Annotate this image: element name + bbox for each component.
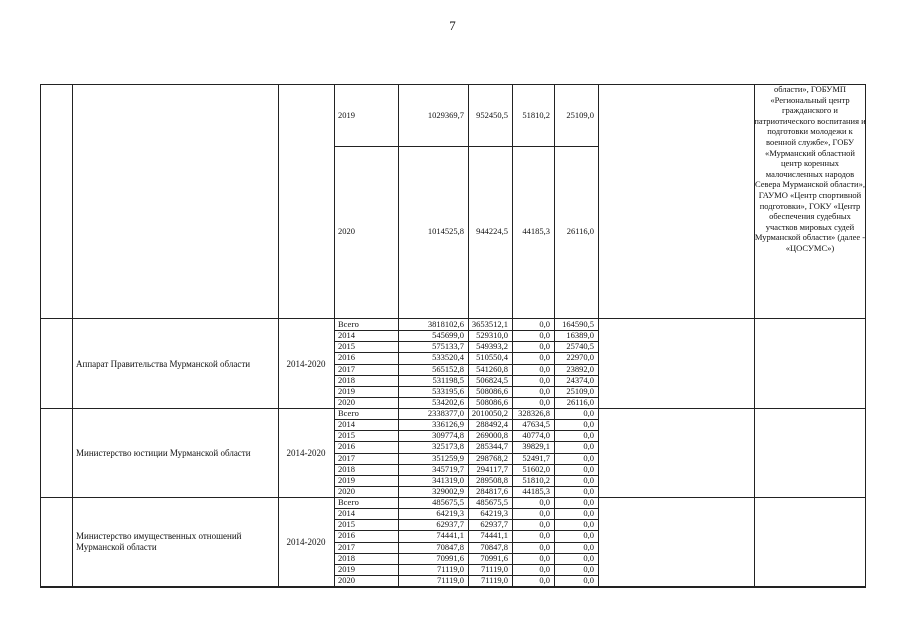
row-total: 351259,9 [432, 452, 464, 463]
row-other: 16389,0 [566, 330, 594, 341]
row-other: 0,0 [583, 452, 594, 463]
page-number: 7 [449, 18, 456, 33]
row-regional: 508086,6 [476, 385, 508, 396]
row-year: 2016 [338, 352, 355, 363]
row-total: 309774,8 [432, 430, 464, 441]
row-federal: 0,0 [539, 574, 550, 585]
row-year: 2016 [338, 530, 355, 541]
row-other: 164590,5 [562, 319, 594, 329]
row-year: 2020 [338, 396, 355, 407]
row-other: 0,0 [583, 530, 594, 541]
row-total: 533195,6 [432, 385, 464, 396]
row-other: 0,0 [583, 574, 594, 585]
budget-table [40, 84, 866, 588]
row-other: 0,0 [583, 563, 594, 574]
row-year: 2020 [338, 485, 355, 496]
row-total: 71119,0 [437, 574, 464, 585]
row-total: 575133,7 [432, 341, 464, 352]
row-regional: 71119,0 [481, 574, 508, 585]
row-total: 64219,3 [436, 508, 464, 519]
row-regional: 70991,6 [480, 552, 508, 563]
row-other: 0,0 [583, 408, 594, 418]
row-regional: 294117,7 [476, 463, 508, 474]
row-regional: 71119,0 [481, 563, 508, 574]
row-total: 2338377,0 [427, 408, 464, 418]
row-year: 2020 [338, 574, 355, 585]
col-line-1 [72, 84, 73, 588]
section-name: Аппарат Правительства Мурманской области [76, 358, 251, 369]
table-bottom-border [40, 587, 866, 588]
col-line-left [40, 84, 41, 588]
top-row-other: 26116,0 [566, 226, 594, 236]
section-divider [40, 586, 866, 587]
top-row-divider [334, 146, 598, 147]
col-line-2 [278, 84, 279, 588]
row-regional: 508086,6 [476, 396, 508, 407]
row-other: 0,0 [583, 474, 594, 485]
row-total: 325173,8 [432, 441, 464, 452]
row-total: 70991,6 [436, 552, 464, 563]
row-federal: 0,0 [539, 352, 550, 363]
section-period: 2014-2020 [286, 447, 326, 458]
row-year: 2017 [338, 452, 355, 463]
row-total: 74441,1 [436, 530, 464, 541]
top-row-federal: 44185,3 [522, 226, 550, 236]
row-total: 62937,7 [436, 519, 464, 530]
section-name: Министерство имущественных отношений Мурманской области [76, 530, 242, 552]
executor-note: области», ГОБУМП «Региональный центр гражданского и патриотического воспитания и подготовки молодежи к военной службе», ГОБУ «Мурманский областной центр коренных малочисленных народов Севера Мурманской области», ГАУМО «Центр спортивной подготовки», ГОКУ «Центр обеспечения судебных участков мировых судей Мурманской области» (далее - «ЦОСУМС») [754, 84, 866, 253]
row-federal: 0,0 [539, 497, 550, 507]
row-federal: 51810,2 [522, 474, 550, 485]
row-other: 0,0 [583, 419, 594, 430]
row-year: 2017 [338, 363, 355, 374]
top-row-other: 25109,0 [566, 110, 594, 120]
row-year: 2014 [338, 508, 355, 519]
section-period: 2014-2020 [286, 358, 326, 369]
table-top-border [40, 84, 866, 85]
row-regional: 70847,8 [480, 541, 508, 552]
row-total: 534202,6 [432, 396, 464, 407]
row-other: 22970,0 [566, 352, 594, 363]
col-line-8 [598, 84, 599, 588]
top-row-year: 2020 [338, 226, 355, 236]
row-federal: 44185,3 [522, 485, 550, 496]
row-year: 2015 [338, 519, 355, 530]
row-regional: 510550,4 [476, 352, 508, 363]
row-total: 545699,0 [432, 330, 464, 341]
row-federal: 328326,8 [518, 408, 550, 418]
row-year: Всего [338, 497, 359, 507]
row-year: 2014 [338, 330, 355, 341]
row-federal: 0,0 [539, 330, 550, 341]
row-federal: 0,0 [539, 363, 550, 374]
top-row-total: 1029369,7 [427, 110, 464, 120]
row-other: 0,0 [583, 508, 594, 519]
row-federal: 0,0 [539, 385, 550, 396]
row-other: 0,0 [583, 441, 594, 452]
top-row-total: 1014525,8 [427, 226, 464, 236]
top-row-federal: 51810,2 [522, 110, 550, 120]
row-total: 70847,8 [436, 541, 464, 552]
row-regional: 298768,2 [476, 452, 508, 463]
row-federal: 0,0 [539, 319, 550, 329]
row-regional: 529310,0 [476, 330, 508, 341]
row-total: 329002,9 [432, 485, 464, 496]
row-federal: 0,0 [539, 374, 550, 385]
row-federal: 0,0 [539, 341, 550, 352]
row-total: 531198,5 [432, 374, 464, 385]
row-year: 2016 [338, 441, 355, 452]
row-other: 0,0 [583, 485, 594, 496]
row-federal: 39829,1 [522, 441, 550, 452]
row-other: 0,0 [583, 552, 594, 563]
row-other: 24374,0 [566, 374, 594, 385]
row-federal: 0,0 [539, 508, 550, 519]
row-regional: 74441,1 [480, 530, 508, 541]
row-year: 2018 [338, 463, 355, 474]
top-row-year: 2019 [338, 110, 355, 120]
row-other: 25740,5 [566, 341, 594, 352]
row-federal: 0,0 [539, 563, 550, 574]
row-federal: 0,0 [539, 396, 550, 407]
row-year: 2019 [338, 385, 355, 396]
row-total: 485675,5 [432, 497, 464, 507]
row-regional: 506824,5 [476, 374, 508, 385]
row-regional: 64219,3 [480, 508, 508, 519]
row-year: 2018 [338, 374, 355, 385]
row-other: 0,0 [583, 463, 594, 474]
row-regional: 485675,5 [476, 497, 508, 507]
row-total: 336126,9 [432, 419, 464, 430]
row-regional: 549393,2 [476, 341, 508, 352]
row-other: 0,0 [583, 519, 594, 530]
row-regional: 541260,8 [476, 363, 508, 374]
row-other: 26116,0 [566, 396, 594, 407]
row-other: 0,0 [583, 497, 594, 507]
row-federal: 40774,0 [522, 430, 550, 441]
row-other: 25109,0 [566, 385, 594, 396]
row-total: 341319,0 [432, 474, 464, 485]
row-federal: 0,0 [539, 552, 550, 563]
row-total: 345719,7 [432, 463, 464, 474]
row-regional: 285344,7 [476, 441, 508, 452]
row-year: 2019 [338, 474, 355, 485]
row-federal: 0,0 [539, 519, 550, 530]
row-regional: 2010050,2 [471, 408, 508, 418]
row-regional: 62937,7 [480, 519, 508, 530]
row-year: 2015 [338, 341, 355, 352]
row-year: 2015 [338, 430, 355, 441]
row-other: 0,0 [583, 541, 594, 552]
section-name: Министерство юстиции Мурманской области [76, 447, 251, 458]
row-federal: 47634,5 [522, 419, 550, 430]
row-total: 565152,8 [432, 363, 464, 374]
row-other: 0,0 [583, 430, 594, 441]
row-year: 2019 [338, 563, 355, 574]
section-period: 2014-2020 [286, 536, 326, 547]
row-regional: 269000,8 [476, 430, 508, 441]
row-regional: 284817,6 [476, 485, 508, 496]
row-regional: 3653512,1 [471, 319, 508, 329]
row-regional: 288492,4 [476, 419, 508, 430]
row-total: 3818102,6 [427, 319, 464, 329]
row-federal: 51602,0 [522, 463, 550, 474]
row-year: 2018 [338, 552, 355, 563]
row-federal: 52491,7 [522, 452, 550, 463]
top-row-regional: 952450,5 [476, 110, 508, 120]
top-row-regional: 944224,5 [476, 226, 508, 236]
row-year: 2014 [338, 419, 355, 430]
row-federal: 0,0 [539, 530, 550, 541]
row-regional: 289508,8 [476, 474, 508, 485]
row-year: Всего [338, 319, 359, 329]
row-total: 71119,0 [437, 563, 464, 574]
row-total: 533520,4 [432, 352, 464, 363]
row-federal: 0,0 [539, 541, 550, 552]
row-year: Всего [338, 408, 359, 418]
row-year: 2017 [338, 541, 355, 552]
row-other: 23892,0 [566, 363, 594, 374]
